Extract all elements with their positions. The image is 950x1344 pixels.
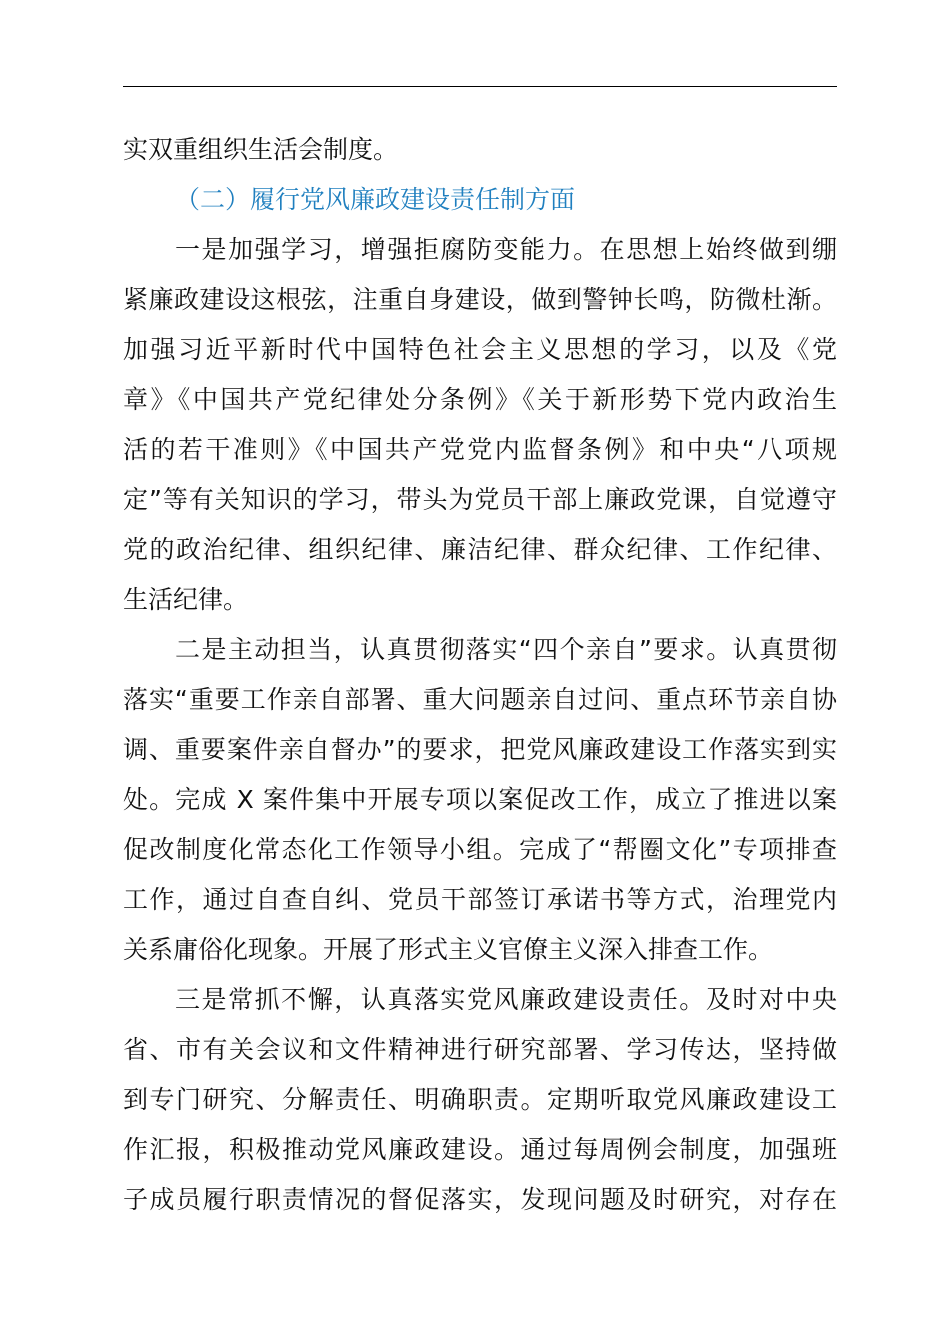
paragraph-line: 定”等有关知识的学习，带头为党员干部上廉政党课，自觉遵守 [123, 485, 837, 514]
paragraph-line: 作汇报，积极推动党风廉政建设。通过每周例会制度，加强班 [123, 1135, 837, 1164]
paragraph-line: 加强习近平新时代中国特色社会主义思想的学习，以及《党 [123, 335, 837, 364]
paragraph-line: 党的政治纪律、组织纪律、廉洁纪律、群众纪律、工作纪律、 [123, 535, 837, 564]
paragraph-line: 促改制度化常态化工作领导小组。完成了“帮圈文化”专项排查 [123, 835, 837, 864]
paragraph-line: 工作，通过自查自纠、党员干部签订承诺书等方式，治理党内 [123, 885, 837, 914]
paragraph-line: 生活纪律。 [123, 585, 249, 614]
paragraph-line: 省、市有关会议和文件精神进行研究部署、学习传达，坚持做 [123, 1035, 837, 1064]
section-heading: （二）履行党风廉政建设责任制方面 [175, 185, 576, 214]
paragraph-line: 紧廉政建设这根弦，注重自身建设，做到警钟长鸣，防微杜渐。 [123, 285, 837, 314]
paragraph-line: 实双重组织生活会制度。 [123, 135, 399, 164]
paragraph-line: 一是加强学习，增强拒腐防变能力。在思想上始终做到绷 [175, 235, 837, 264]
paragraph-line: 处。完成 X 案件集中开展专项以案促改工作，成立了推进以案 [123, 785, 837, 814]
paragraph-line: 三是常抓不懈，认真落实党风廉政建设责任。及时对中央 [175, 985, 837, 1014]
paragraph-line: 到专门研究、分解责任、明确职责。定期听取党风廉政建设工 [123, 1085, 837, 1114]
paragraph-line: 二是主动担当，认真贯彻落实“四个亲自”要求。认真贯彻 [175, 635, 837, 664]
paragraph-line: 章》《中国共产党纪律处分条例》《关于新形势下党内政治生 [123, 385, 837, 414]
paragraph-line: 子成员履行职责情况的督促落实，发现问题及时研究，对存在 [123, 1185, 837, 1214]
header-rule [123, 86, 837, 87]
paragraph-line: 调、重要案件亲自督办”的要求，把党风廉政建设工作落实到实 [123, 735, 837, 764]
document-body [123, 125, 837, 1225]
paragraph-line: 关系庸俗化现象。开展了形式主义官僚主义深入排查工作。 [123, 935, 774, 964]
paragraph-line: 落实“重要工作亲自部署、重大问题亲自过问、重点环节亲自协 [123, 685, 837, 714]
paragraph-line: 活的若干准则》《中国共产党党内监督条例》和中央“八项规 [123, 435, 837, 464]
